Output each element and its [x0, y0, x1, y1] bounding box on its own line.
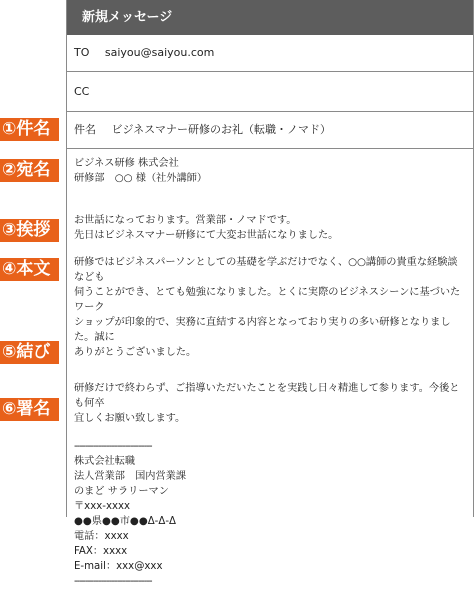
subject-value[interactable]: ビジネスマナー研修のお礼（転職・ノマド）	[111, 123, 331, 136]
new-message-window	[66, 0, 474, 587]
label-subject: ①件名	[0, 118, 59, 141]
to-value[interactable]: saiyou@saiyou.com	[104, 46, 215, 59]
signature-divider: -----------------------------	[74, 576, 152, 587]
addressee-line: 研修部 ○○ 様（社外講師）	[74, 173, 208, 184]
to-field[interactable]	[67, 35, 473, 72]
label-body: ④本文	[0, 258, 59, 281]
signature-line: ●●県●●市●●Δ-Δ-Δ	[74, 516, 176, 527]
label-addressee: ②宛名	[0, 159, 59, 182]
signature-line: E-mail：xxx@xxx	[74, 561, 163, 572]
message-body[interactable]	[67, 149, 473, 589]
label-greeting: ③挨拶	[0, 219, 59, 242]
subject-field[interactable]	[67, 112, 473, 149]
greeting-line: 先日はビジネスマナー研修にて大変お世話になりました。	[74, 230, 339, 241]
addressee-block	[74, 156, 467, 186]
greeting-block	[74, 213, 467, 243]
cc-field[interactable]	[67, 72, 473, 112]
closing-line: 研修だけで終わらず、ご指導いただいたことを実践し日々精進して参ります。今後とも何卒	[74, 383, 460, 409]
signature-line: 株式会社転職	[74, 456, 136, 467]
main-line: ショップが印象的で、実務に直結する内容となっており実りの多い研修となりました。誠に	[74, 317, 451, 343]
main-line: 研修ではビジネスパーソンとしての基礎を学ぶだけでなく、○○講師の貴重な経験談なども	[74, 257, 458, 283]
signature-line: 電話：xxxx	[74, 531, 129, 542]
cc-label: CC	[74, 85, 90, 98]
signature-divider: -----------------------------	[74, 441, 152, 452]
signature-line: 法人営業部 国内営業課	[74, 471, 187, 482]
main-line: 伺うことができ、とても勉強になりました。とくに実際のビジネスシーンに基づいたワーク	[74, 287, 461, 313]
greeting-line: お世話になっております。営業部・ノマドです。	[74, 215, 297, 226]
addressee-line: ビジネス研修 株式会社	[74, 158, 179, 169]
label-closing: ⑤結び	[0, 341, 59, 364]
signature-line: のまど サラリーマン	[74, 486, 169, 497]
signature-line: 〒xxx-xxxx	[74, 501, 131, 512]
section-labels	[0, 0, 66, 517]
window-title: 新規メッセージ	[67, 0, 473, 35]
signature-line: FAX：xxxx	[74, 546, 128, 557]
closing-line: 宜しくお願い致します。	[74, 413, 186, 424]
main-block	[74, 255, 467, 360]
subject-label: 件名	[74, 123, 96, 136]
main-line: ありがとうございました。	[74, 347, 197, 358]
to-label: TO	[74, 46, 90, 59]
label-signature: ⑥署名	[0, 398, 59, 421]
signature-block	[74, 439, 467, 589]
closing-block	[74, 381, 467, 426]
